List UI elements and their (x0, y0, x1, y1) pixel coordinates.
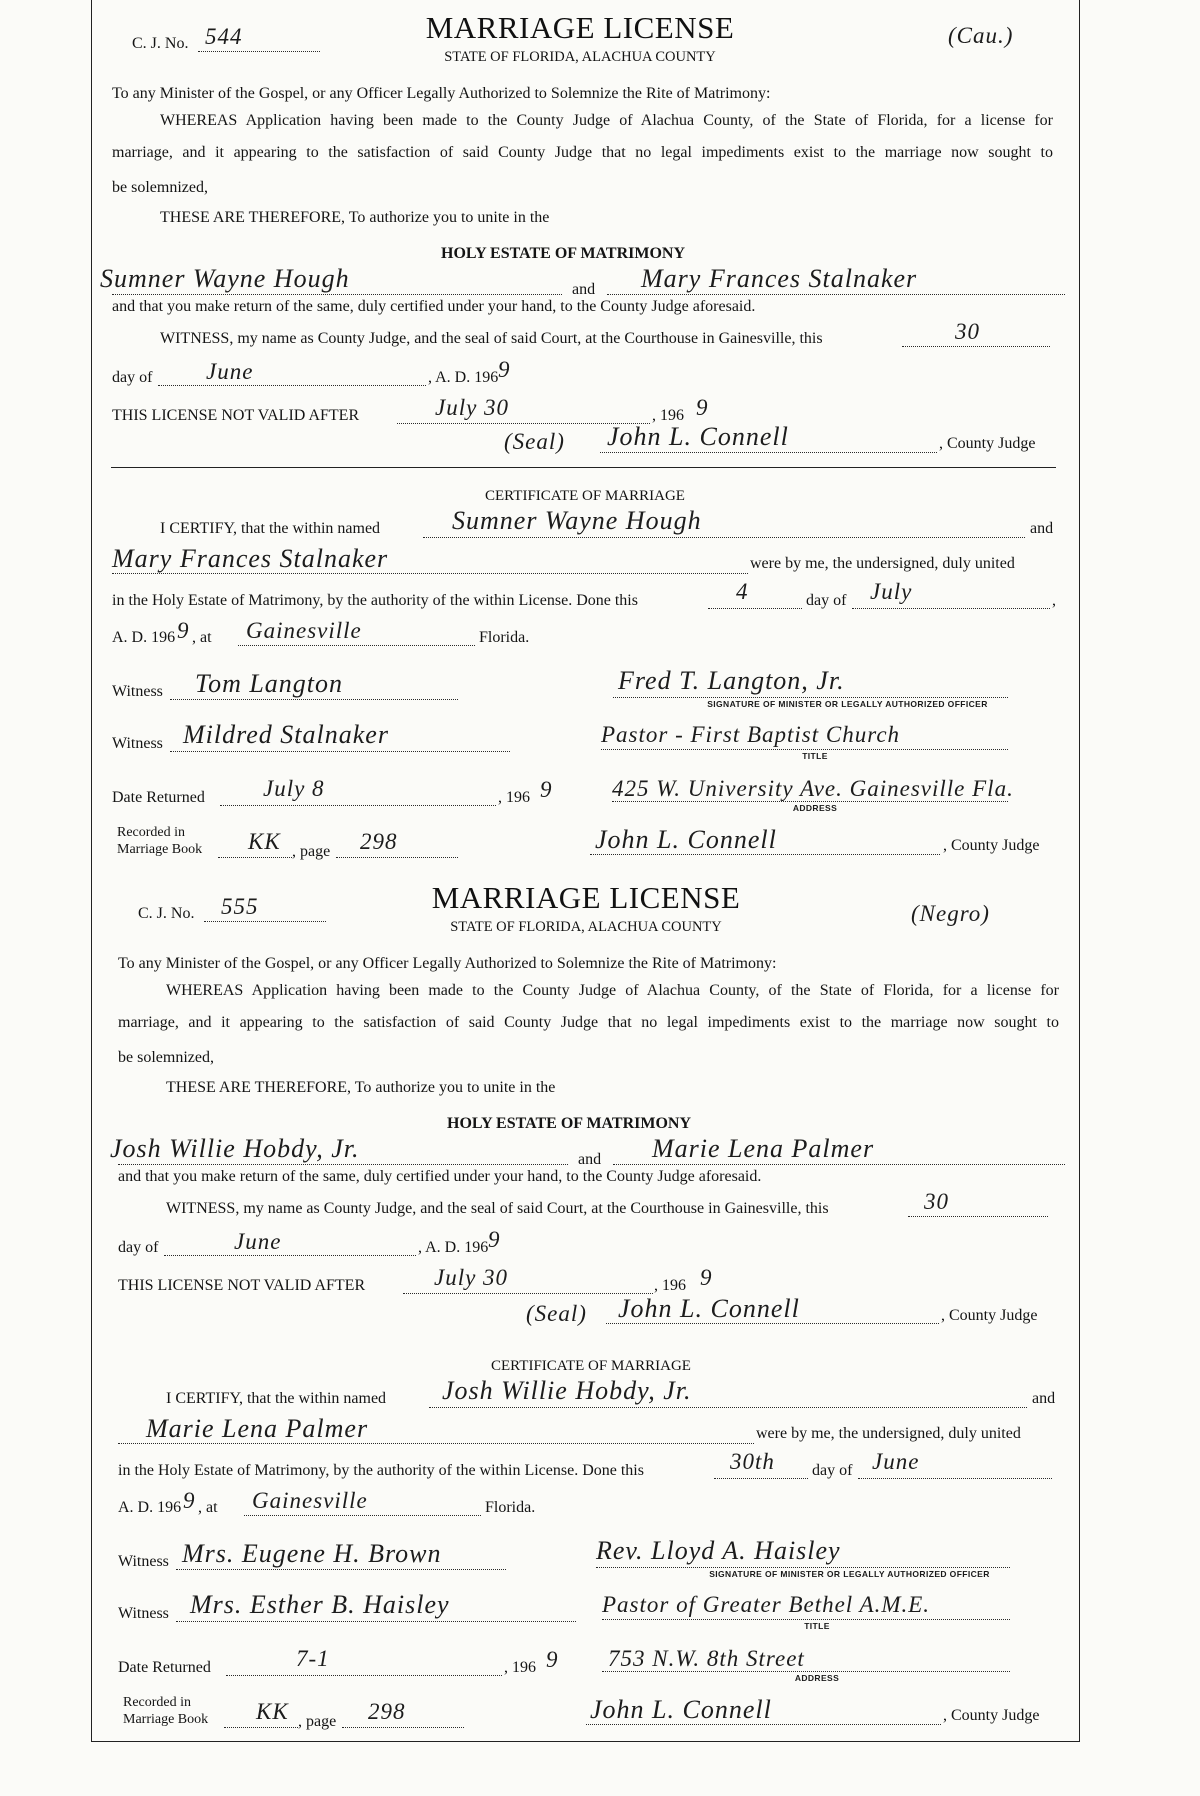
witness-2-leader (176, 1621, 576, 1622)
marriage-place: Gainesville (252, 1488, 368, 1513)
page-number: 298 (360, 829, 398, 854)
race-notation: (Cau.) (948, 23, 1014, 48)
marriage-book-label: Marriage Book (117, 842, 203, 857)
recording-judge-signature: John L. Connell (590, 1695, 772, 1724)
officiant-title: Pastor - First Baptist Church (601, 722, 901, 747)
title-caption: TITLE (804, 1621, 830, 1631)
expiry-leader (403, 1293, 653, 1294)
witness-clause: WITNESS, my name as County Judge, and the seal of said Court, at the Courthouse in Gainesville, this (166, 1200, 829, 1217)
certify-groom: Sumner Wayne Hough (452, 506, 702, 535)
seal-mark: (Seal) (504, 429, 565, 454)
recorded-in-label: Recorded in (117, 825, 186, 840)
not-valid-label: THIS LICENSE NOT VALID AFTER (118, 1277, 366, 1294)
place-leader (244, 1515, 481, 1516)
judge-signature: John L. Connell (618, 1294, 800, 1323)
cert-ad-label: A. D. 196 (118, 1499, 182, 1516)
certify-label: I CERTIFY, that the within named (166, 1390, 387, 1407)
day-of-label: day of (118, 1239, 159, 1256)
book-leader (218, 857, 292, 858)
marriage-book: KK (256, 1699, 289, 1724)
officiant-signature-line (613, 697, 1008, 698)
page-leader (342, 1727, 464, 1728)
witness-2-label: Witness (118, 1605, 169, 1622)
issue-month-leader (164, 1255, 416, 1256)
date-returned-leader (226, 1675, 502, 1676)
officiant-address: 753 N.W. 8th Street (608, 1646, 805, 1671)
certificate-heading: CERTIFICATE OF MARRIAGE (491, 1358, 691, 1374)
return-line: and that you make return of the same, duly certified under your hand, to the County Judge aforesaid. (112, 298, 756, 315)
cert-year-digit: 9 (177, 618, 190, 643)
returned-year-digit: 9 (540, 777, 553, 802)
license-subtitle: STATE OF FLORIDA, ALACHUA COUNTY (450, 919, 722, 935)
ad-year-label: , A. D. 196 (428, 369, 499, 386)
section-rule (111, 467, 1056, 468)
address-line (602, 1671, 1010, 1672)
book-leader (224, 1727, 298, 1728)
certify-bride-leader (118, 1443, 754, 1444)
address-caption: ADDRESS (794, 1673, 840, 1683)
witness-2-leader (170, 751, 510, 752)
done-comma: , (1052, 592, 1056, 609)
recording-judge-title: , County Judge (943, 1707, 1040, 1724)
issue-year-digit: 9 (488, 1227, 501, 1252)
witness-1-leader (176, 1569, 506, 1570)
done-day-leader (714, 1478, 808, 1479)
address-caption: ADDRESS (792, 803, 838, 813)
returned-year-label: , 196 (504, 1659, 536, 1676)
license-subtitle: STATE OF FLORIDA, ALACHUA COUNTY (444, 49, 716, 65)
expiry-year-digit: 9 (696, 395, 709, 420)
judge-title: , County Judge (941, 1307, 1038, 1324)
whereas-line-1: WHEREAS Application having been made to the County Judge of Alachua County, of the State of Florida, for a license for (166, 982, 1059, 999)
date-returned-label: Date Returned (112, 789, 205, 806)
date-returned-leader (220, 805, 496, 806)
judge-signature-leader (606, 1323, 939, 1324)
bride-name: Mary Frances Stalnaker (641, 264, 918, 293)
license-title: MARRIAGE LICENSE (425, 10, 735, 45)
officiant-signature-line (596, 1567, 1010, 1568)
cj-number: 555 (221, 894, 259, 919)
whereas-line-3: be solemnized, (112, 179, 208, 196)
united-label: were by me, the undersigned, duly united (756, 1425, 1021, 1442)
issue-day: 30 (955, 319, 980, 344)
expiry-year-label: , 196 (654, 1277, 686, 1294)
issue-day-leader (908, 1216, 1048, 1217)
done-month: June (872, 1449, 920, 1474)
recorded-in-label: Recorded in (123, 1695, 192, 1710)
holy-estate-heading: HOLY ESTATE OF MATRIMONY (441, 245, 686, 262)
cj-number-label: C. J. No. (132, 35, 189, 52)
returned-year-label: , 196 (498, 789, 530, 806)
done-day: 30th (730, 1449, 775, 1474)
done-month-leader (852, 608, 1050, 609)
page-number: 298 (368, 1699, 406, 1724)
marriage-book: KK (248, 829, 281, 854)
signature-caption: SIGNATURE OF MINISTER OR LEGALLY AUTHORIZED OFFICER (709, 1569, 990, 1579)
done-day-leader (708, 608, 802, 609)
state-label: Florida. (485, 1499, 536, 1516)
day-of-label: day of (112, 369, 153, 386)
expiry-year-label: , 196 (652, 407, 684, 424)
whereas-line-2: marriage, and it appearing to the satisfaction of said County Judge that no legal impediments exist to the marriage now sought to (112, 144, 1053, 161)
officiant-title: Pastor of Greater Bethel A.M.E. (602, 1592, 931, 1617)
officiant-address: 425 W. University Ave. Gainesville Fla. (612, 776, 1014, 801)
bride-leader (613, 1164, 1065, 1165)
signature-caption: SIGNATURE OF MINISTER OR LEGALLY AUTHORIZED OFFICER (707, 699, 988, 709)
officiant-title-line (601, 749, 1008, 750)
holy-estate-line: in the Holy Estate of Matrimony, by the authority of the within License. Done this (112, 592, 638, 609)
judge-signature: John L. Connell (607, 422, 789, 451)
certify-and-label: and (1032, 1390, 1056, 1407)
united-label: were by me, the undersigned, duly united (750, 555, 1015, 572)
cj-number: 544 (205, 24, 243, 49)
holy-estate-heading: HOLY ESTATE OF MATRIMONY (447, 1115, 692, 1132)
done-day-of-label: day of (812, 1462, 853, 1479)
certify-groom: Josh Willie Hobdy, Jr. (442, 1376, 692, 1405)
address-line (612, 801, 1008, 802)
salutation: To any Minister of the Gospel, or any Officer Legally Authorized to Solemnize the Rite of Matrimony: (112, 85, 771, 102)
done-month: July (870, 579, 913, 604)
witness-2-name: Mildred Stalnaker (183, 720, 389, 749)
done-day: 4 (736, 579, 749, 604)
issue-month: June (206, 359, 254, 384)
witness-1-leader (170, 699, 458, 700)
witness-1-label: Witness (112, 683, 163, 700)
issue-month: June (234, 1229, 282, 1254)
whereas-line-3: be solemnized, (118, 1049, 214, 1066)
salutation: To any Minister of the Gospel, or any Officer Legally Authorized to Solemnize the Rite of Matrimony: (118, 955, 777, 972)
cert-ad-label: A. D. 196 (112, 629, 176, 646)
date-returned: July 8 (263, 776, 325, 801)
bride-leader (607, 294, 1065, 295)
cert-at-label: , at (198, 1499, 218, 1516)
whereas-line-2: marriage, and it appearing to the satisfaction of said County Judge that no legal impediments exist to the marriage now sought to (118, 1014, 1059, 1031)
cj-number-leader (204, 921, 326, 922)
page-leader (336, 857, 458, 858)
cert-year-digit: 9 (183, 1488, 196, 1513)
recording-judge-leader (586, 1724, 941, 1725)
page-label: , page (292, 843, 331, 860)
whereas-line-1: WHEREAS Application having been made to the County Judge of Alachua County, of the State of Florida, for a license for (160, 112, 1053, 129)
certify-bride-leader (112, 573, 748, 574)
cj-number-label: C. J. No. (138, 905, 195, 922)
witness-2-name: Mrs. Esther B. Haisley (190, 1590, 450, 1619)
certificate-heading: CERTIFICATE OF MARRIAGE (485, 488, 685, 504)
certify-bride: Marie Lena Palmer (146, 1414, 369, 1443)
seal-mark: (Seal) (526, 1301, 587, 1326)
title-caption: TITLE (802, 751, 828, 761)
witness-clause: WITNESS, my name as County Judge, and the seal of said Court, at the Courthouse in Gainesville, this (160, 330, 823, 347)
expiry-year-digit: 9 (700, 1265, 713, 1290)
recording-judge-signature: John L. Connell (595, 825, 777, 854)
and-label: and (578, 1151, 602, 1168)
expiry-date: July 30 (435, 395, 510, 420)
issue-month-leader (158, 385, 426, 386)
groom-leader (112, 294, 562, 295)
not-valid-label: THIS LICENSE NOT VALID AFTER (112, 407, 360, 424)
officiant-title-line (602, 1619, 1010, 1620)
certify-label: I CERTIFY, that the within named (160, 520, 381, 537)
therefore-line: THESE ARE THEREFORE, To authorize you to unite in the (166, 1079, 556, 1096)
state-label: Florida. (479, 629, 530, 646)
recording-judge-title: , County Judge (943, 837, 1040, 854)
marriage-license-2 (6, 870, 1200, 1740)
and-label: and (572, 281, 596, 298)
done-day-of-label: day of (806, 592, 847, 609)
recording-judge-leader (590, 854, 940, 855)
certify-and-label: and (1030, 520, 1054, 537)
marriage-place: Gainesville (246, 618, 362, 643)
certify-groom-leader (429, 1407, 1027, 1408)
judge-signature-leader (600, 452, 937, 453)
done-month-leader (858, 1478, 1052, 1479)
bride-name: Marie Lena Palmer (652, 1134, 875, 1163)
date-returned-label: Date Returned (118, 1659, 211, 1676)
witness-1-name: Mrs. Eugene H. Brown (182, 1539, 442, 1568)
marriage-license-1 (0, 0, 1200, 870)
cert-at-label: , at (192, 629, 212, 646)
judge-title: , County Judge (939, 435, 1036, 452)
officiant-signature: Fred T. Langton, Jr. (618, 666, 845, 695)
expiry-date: July 30 (434, 1265, 509, 1290)
witness-2-label: Witness (112, 735, 163, 752)
return-line: and that you make return of the same, duly certified under your hand, to the County Judge aforesaid. (118, 1168, 762, 1185)
ad-year-label: , A. D. 196 (418, 1239, 489, 1256)
marriage-book-label: Marriage Book (123, 1712, 209, 1727)
page-label: , page (298, 1713, 337, 1730)
therefore-line: THESE ARE THEREFORE, To authorize you to unite in the (160, 209, 550, 226)
race-notation: (Negro) (911, 901, 990, 926)
cj-number-leader (198, 51, 320, 52)
issue-day: 30 (924, 1189, 949, 1214)
witness-1-name: Tom Langton (195, 669, 344, 698)
holy-estate-line: in the Holy Estate of Matrimony, by the authority of the within License. Done this (118, 1462, 644, 1479)
groom-name: Josh Willie Hobdy, Jr. (110, 1134, 360, 1163)
issue-year-digit: 9 (498, 357, 511, 382)
certify-groom-leader (423, 537, 1025, 538)
returned-year-digit: 9 (546, 1647, 559, 1672)
groom-leader (118, 1164, 568, 1165)
certify-bride: Mary Frances Stalnaker (112, 544, 389, 573)
issue-day-leader (902, 346, 1050, 347)
groom-name: Sumner Wayne Hough (100, 264, 350, 293)
license-title: MARRIAGE LICENSE (431, 880, 741, 915)
officiant-signature: Rev. Lloyd A. Haisley (596, 1536, 841, 1565)
date-returned: 7-1 (296, 1646, 330, 1671)
witness-1-label: Witness (118, 1553, 169, 1570)
place-leader (238, 645, 475, 646)
